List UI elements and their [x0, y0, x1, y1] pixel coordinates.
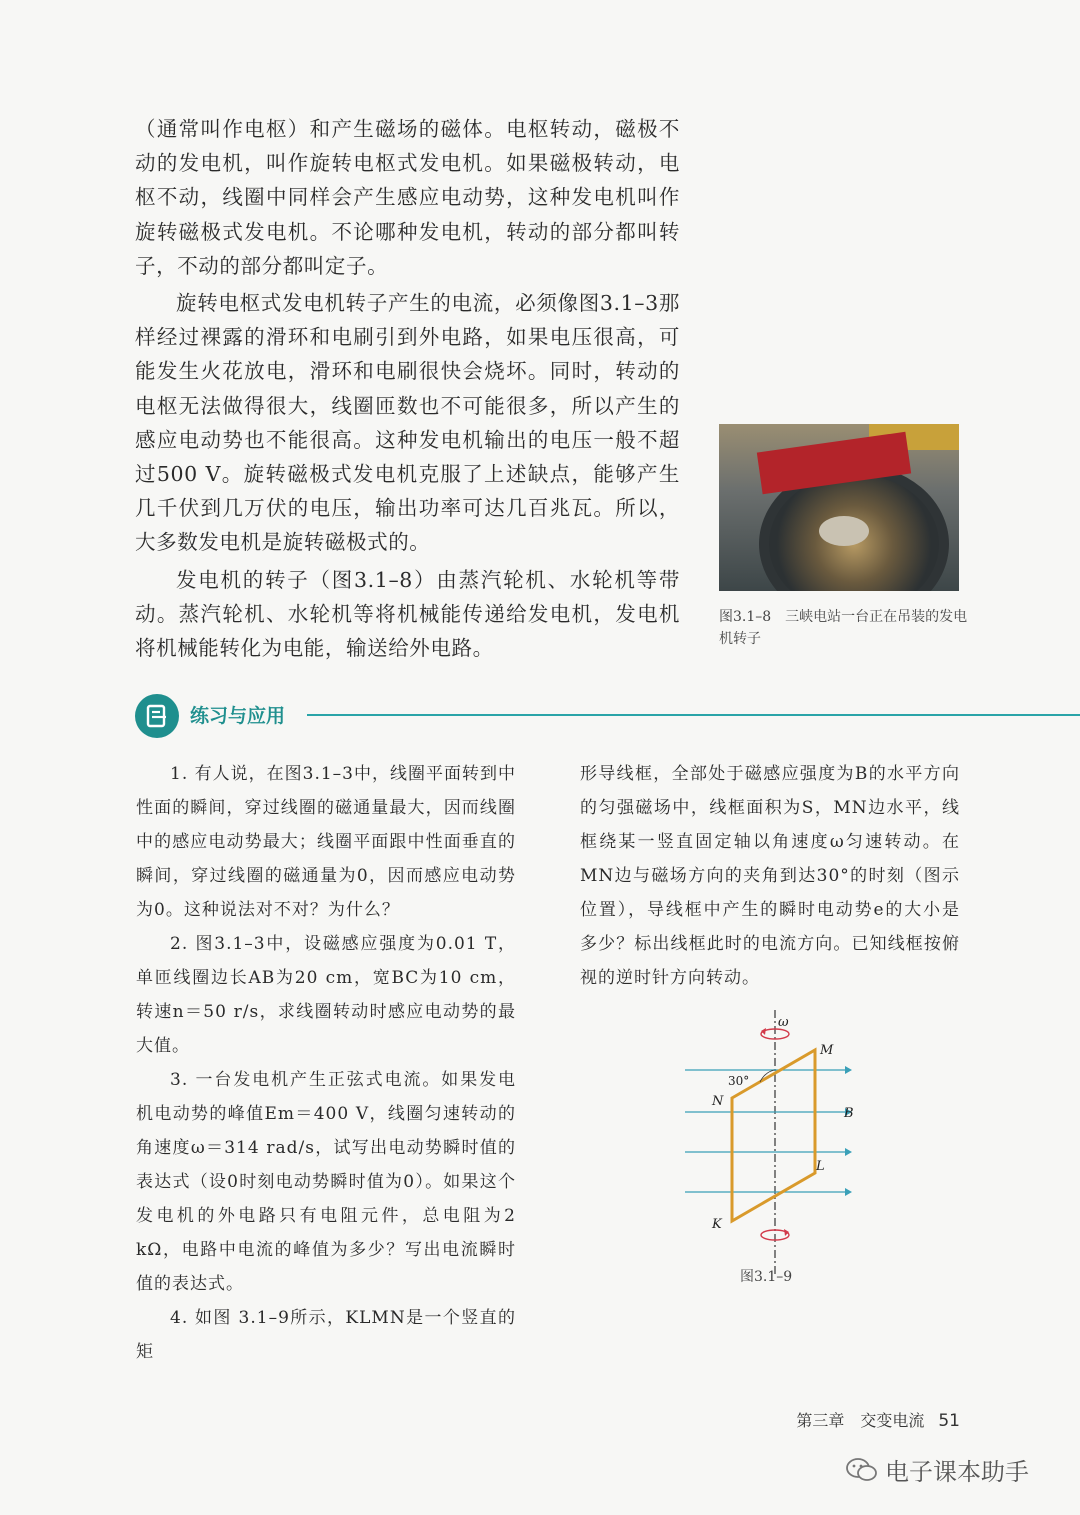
generator-rotor-photo [719, 424, 959, 591]
exercise-1: 1. 有人说，在图3.1–3中，线圈平面转到中性面的瞬间，穿过线圈的磁通量最大，因而线圈中的感应电动势最大；线圈平面跟中性面垂直的瞬间，穿过线圈的磁通量为0，因而感应电动势为0。这种说法对不对？为什么？ [136, 764, 516, 920]
label-B: B [844, 1106, 854, 1121]
exercise-icon [135, 694, 179, 738]
exercise-4: 4. 如图 3.1–9所示，KLMN是一个竖直的矩 [136, 1308, 516, 1362]
exercise-2: 2. 图3.1–3中，设磁感应强度为0.01 T，单匝线圈边长AB为20 cm，宽BC为10 cm，转速n＝50 r/s，求线圈转动时感应电动势的最大值。 [136, 934, 516, 1056]
page-footer [796, 1408, 960, 1431]
rotation-arrowhead-top [761, 1028, 766, 1035]
field-arrow [845, 1066, 852, 1074]
paragraph-1: （通常叫作电枢）和产生磁场的磁体。电枢转动，磁极不动的发电机，叫作旋转电枢式发电机。如果磁极转动，电枢不动，线圈中同样会产生感应电动势，这种发电机叫作旋转磁极式发电机。不论哪种发电机，转动的部分都叫转子，不动的部分都叫定子。 [135, 117, 680, 278]
wechat-icon [845, 1456, 879, 1484]
exercises-right-column [580, 757, 960, 995]
photo-rotor-hub [819, 516, 869, 546]
chapter-title: 第三章 交变电流 [796, 1411, 925, 1430]
main-body-text [135, 112, 680, 668]
label-N: N [712, 1094, 724, 1109]
exercise-3: 3. 一台发电机产生正弦式电流。如果发电机电动势的峰值Em＝400 V，线圈匀速转动的角速度ω＝314 rad/s，试写出电动势瞬时值的表达式（设0时刻电动势瞬时值为0）。如果这个发电机的外电路只有电阻元件，总电阻为2 kΩ，电路中电流的峰值为多少？写出电流瞬时值的表达式。 [136, 1070, 516, 1294]
photo-caption: 图3.1–8 三峡电站一台正在吊装的发电机转子 [719, 609, 968, 647]
watermark [845, 1452, 1029, 1487]
page-number: 51 [938, 1411, 960, 1431]
section-title: 练习与应用 [190, 705, 286, 727]
section-divider [307, 714, 1080, 716]
coil-rotation-diagram [680, 1010, 880, 1280]
figure-caption: 图3.1–9 [740, 1269, 793, 1285]
label-angle: 30° [728, 1074, 750, 1088]
exercises-left-column [136, 757, 516, 1369]
field-arrow [845, 1188, 852, 1196]
label-L: L [816, 1159, 825, 1174]
section-header [135, 694, 1080, 738]
field-arrow [845, 1148, 852, 1156]
paragraph-2: 旋转电枢式发电机转子产生的电流，必须像图3.1–3那样经过裸露的滑环和电刷引到外电路，如果电压很高，可能发生火花放电，滑环和电刷很快会烧坏。同时，转动的电枢无法做得很大，线圈匝数也不可能很多，所以产生的感应电动势也不能很高。这种发电机输出的电压一般不超过500 V。旋转磁极式发电机克服了上述缺点，能够产生几千伏到几万伏的电压，输出功率可达几百兆瓦。所以，大多数发电机是旋转磁极式的。 [135, 291, 680, 555]
label-M: M [820, 1043, 834, 1058]
rotation-arrowhead-bottom [784, 1229, 789, 1236]
watermark-text: 电子课本助手 [885, 1458, 1029, 1486]
label-K: K [712, 1217, 722, 1232]
paragraph-3: 发电机的转子（图3.1–8）由蒸汽轮机、水轮机等带动。蒸汽轮机、水轮机等将机械能传递给发电机，发电机将机械能转化为电能，输送给外电路。 [135, 567, 680, 661]
label-omega: ω [778, 1015, 789, 1030]
exercise-4-continued: 形导线框，全部处于磁感应强度为B的水平方向的匀强磁场中，线框面积为S，MN边水平，线框绕某一竖直固定轴以角速度ω匀速转动。在MN边与磁场方向的夹角到达30°的时刻（图示位置），导线框中产生的瞬时电动势e的大小是多少？标出线框此时的电流方向。已知线框按俯视的逆时针方向转动。 [580, 764, 960, 988]
